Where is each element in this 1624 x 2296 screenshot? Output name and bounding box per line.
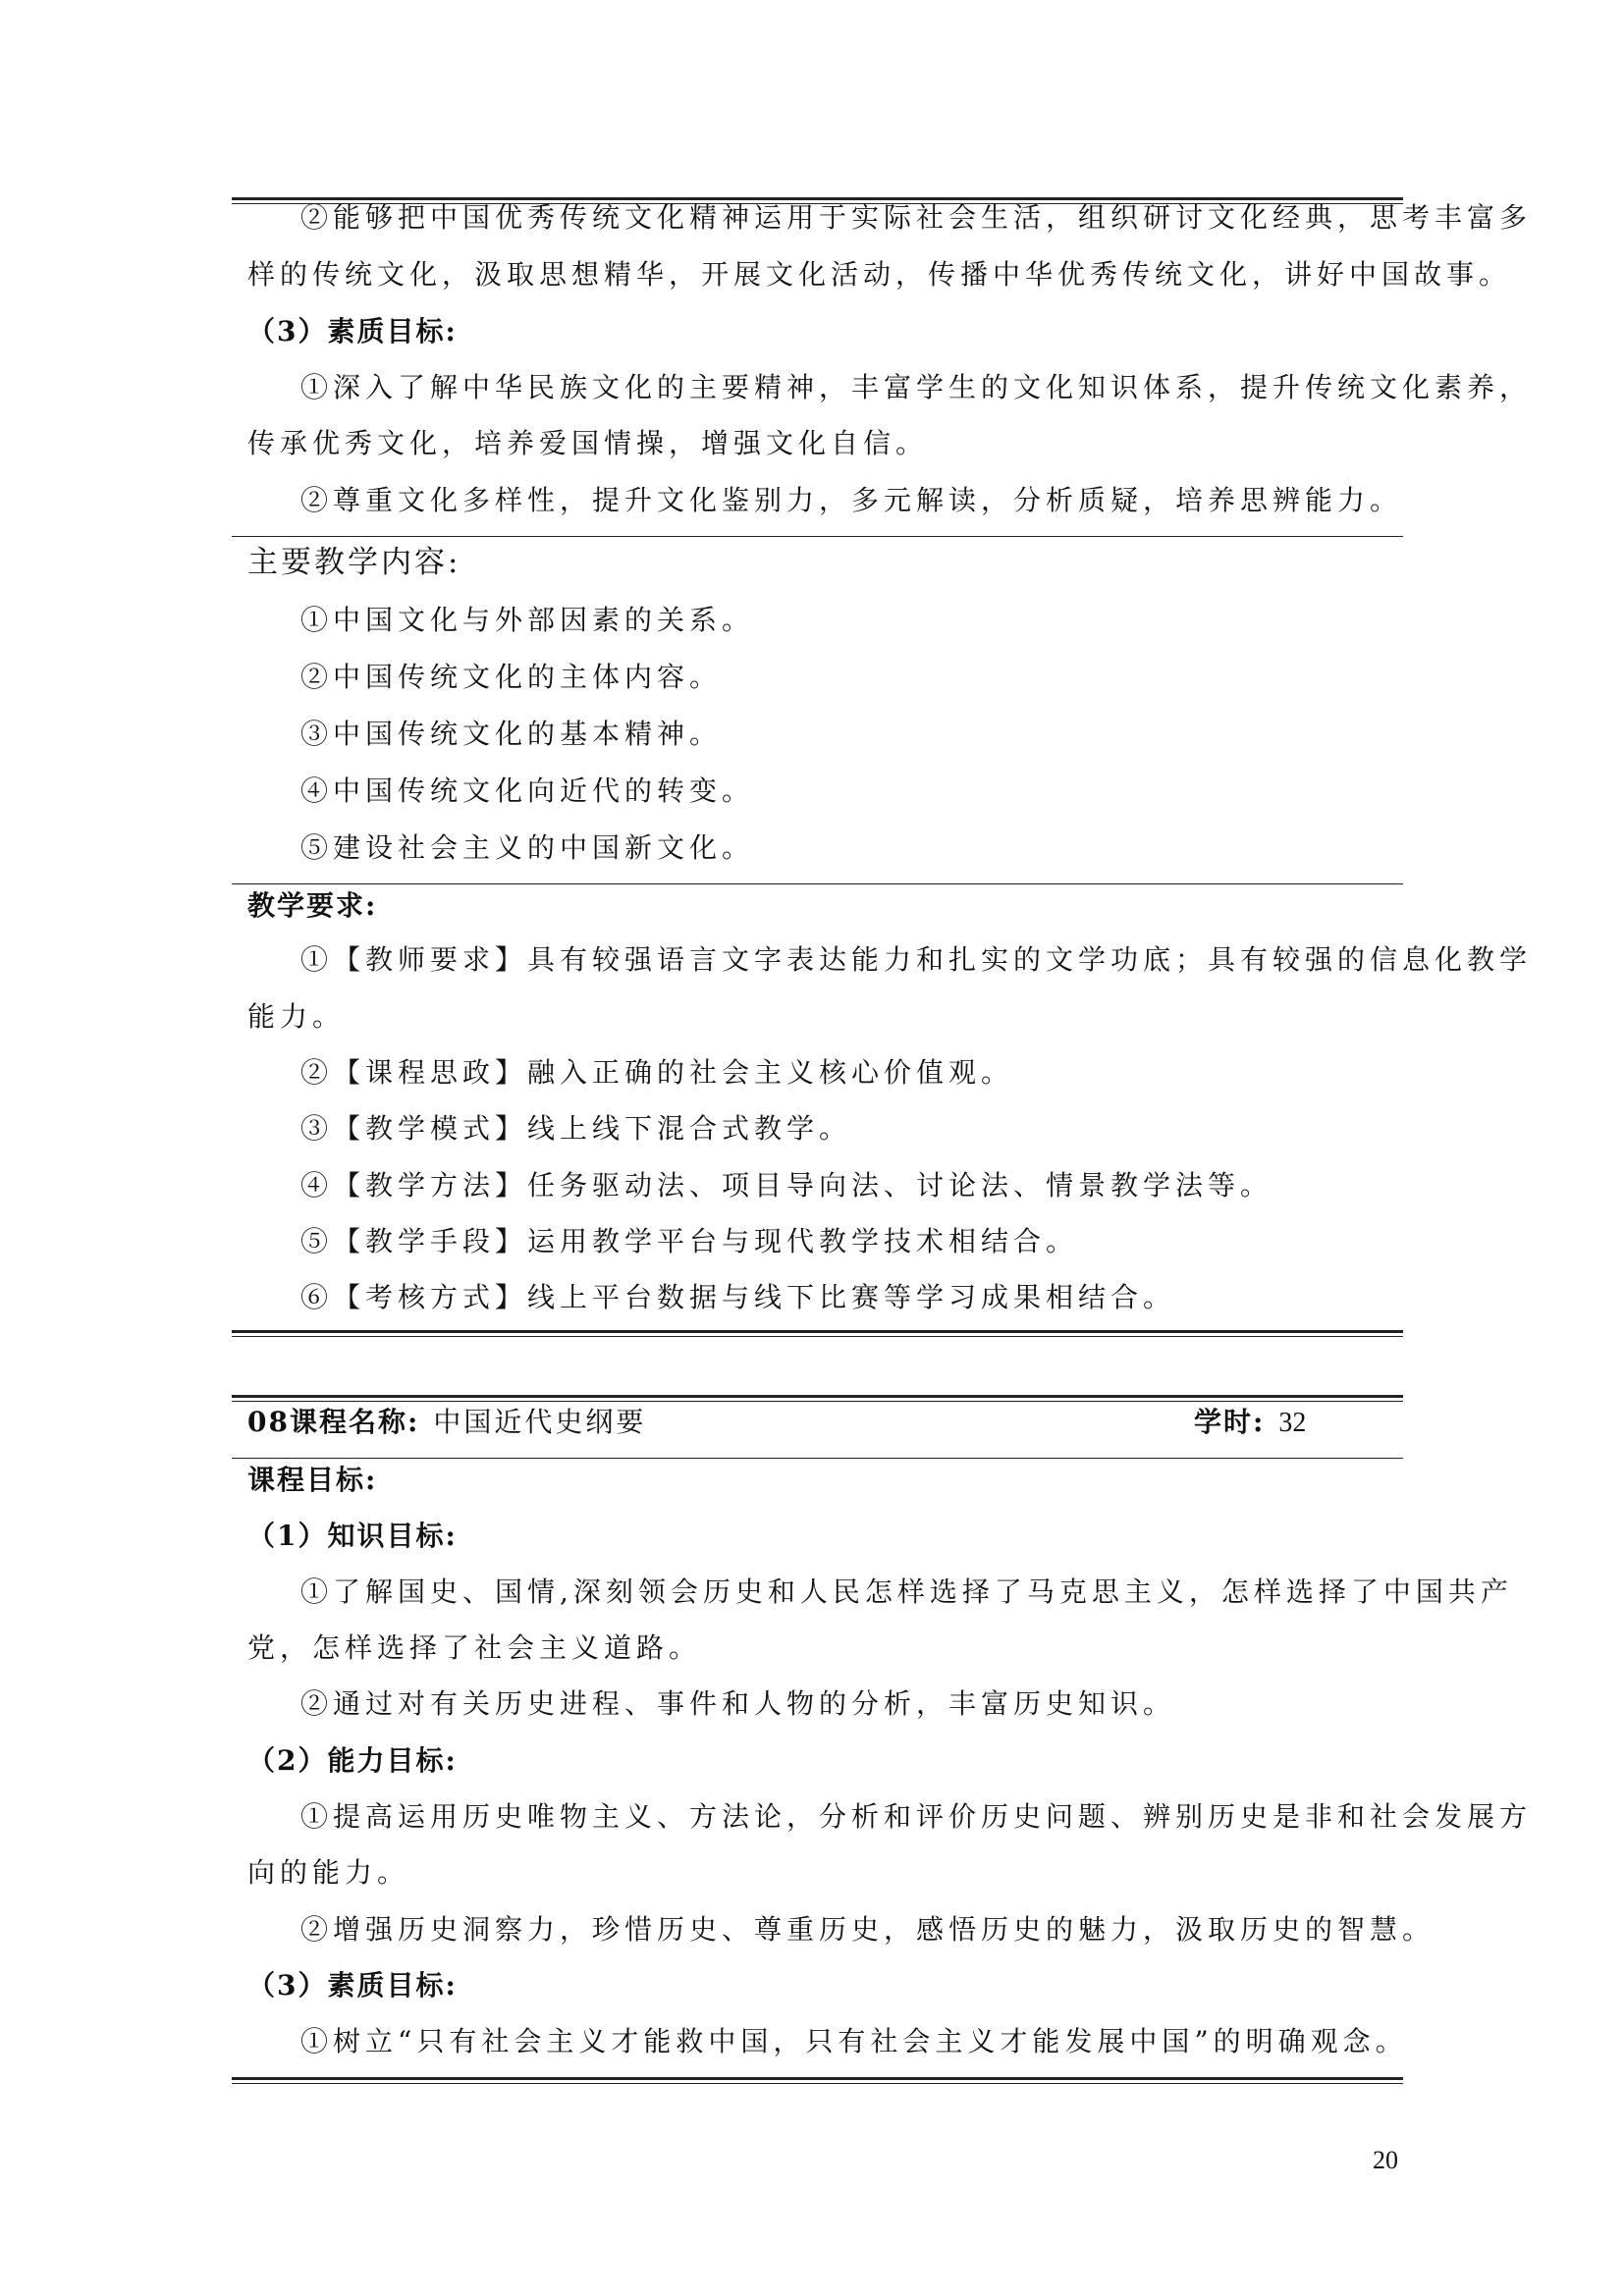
course-name-value: 中国近代史纲要 bbox=[433, 1406, 647, 1438]
requirements-heading: 教学要求: bbox=[247, 889, 378, 922]
ability-item-1-line1: ①提高运用历史唯物主义、方法论，分析和评价历史问题、辨别历史是非和社会发展方 bbox=[300, 1800, 1533, 1833]
requirements-item: ③【教学模式】线上线下混合式教学。 bbox=[300, 1112, 852, 1145]
objectives-heading: 课程目标: bbox=[247, 1464, 378, 1496]
knowledge-item-2: ②通过对有关历史进程、事件和人物的分析，丰富历史知识。 bbox=[300, 1687, 1176, 1720]
course-name-label: 08课程名称: bbox=[247, 1406, 420, 1438]
ability-item-2-line2: 样的传统文化，汲取思想精华，开展文化活动，传播中华优秀传统文化，讲好中国故事。 bbox=[247, 258, 1512, 291]
hours-label: 学时: bbox=[1194, 1406, 1266, 1438]
knowledge-item-1-line1: ①了解国史、国情,深刻领会历史和人民怎样选择了马克思主义，怎样选择了中国共产 bbox=[300, 1575, 1513, 1608]
course-hours bbox=[1194, 1403, 1306, 1443]
course-08-top-double-rule bbox=[232, 1395, 1403, 1402]
knowledge-heading: （1）知识目标: bbox=[247, 1520, 458, 1552]
requirements-item: ②【课程思政】融入正确的社会主义核心价值观。 bbox=[300, 1056, 1014, 1089]
ability-item-2: ②增强历史洞察力，珍惜历史、尊重历史，感悟历史的魅力，汲取历史的智慧。 bbox=[300, 1913, 1435, 1946]
quality-heading: （3）素质目标: bbox=[247, 315, 458, 347]
ability-item-2-line1: ②能够把中国优秀传统文化精神运用于实际社会生活，组织研讨文化经典，思考丰富多 bbox=[300, 201, 1533, 234]
content-item: ⑤建设社会主义的中国新文化。 bbox=[300, 831, 755, 864]
bottom-double-rule bbox=[232, 2077, 1403, 2084]
table-bottom-double-rule bbox=[232, 1330, 1403, 1337]
quality-item-2: ②尊重文化多样性，提升文化鉴别力，多元解读，分析质疑，培养思辨能力。 bbox=[300, 484, 1403, 516]
ability-item-1-line2: 向的能力。 bbox=[247, 1856, 410, 1889]
content-item: ②中国传统文化的主体内容。 bbox=[300, 661, 723, 693]
quality-item-1-08: ①树立“只有社会主义才能救中国，只有社会主义才能发展中国”的明确观念。 bbox=[300, 2025, 1408, 2057]
ability-heading: （2）能力目标: bbox=[247, 1744, 458, 1777]
content-item: ③中国传统文化的基本精神。 bbox=[300, 718, 723, 750]
page-number: 20 bbox=[1373, 2146, 1398, 2174]
section-divider bbox=[232, 883, 1403, 884]
section-divider bbox=[232, 1458, 1403, 1459]
requirements-item: ⑥【考核方式】线上平台数据与线下比赛等学习成果相结合。 bbox=[300, 1281, 1176, 1313]
knowledge-item-1-line2: 党，怎样选择了社会主义道路。 bbox=[247, 1631, 702, 1664]
quality-heading-08: （3）素质目标: bbox=[247, 1969, 458, 2002]
requirements-item-1-line2: 能力。 bbox=[247, 1000, 346, 1033]
section-divider bbox=[232, 536, 1403, 537]
requirements-item-1-line1: ①【教师要求】具有较强语言文字表达能力和扎实的文学功底；具有较强的信息化教学 bbox=[300, 943, 1533, 976]
quality-item-1-line1: ①深入了解中华民族文化的主要精神，丰富学生的文化知识体系，提升传统文化素养， bbox=[300, 371, 1533, 403]
content-item: ④中国传统文化向近代的转变。 bbox=[300, 774, 755, 807]
hours-value: 32 bbox=[1278, 1408, 1307, 1438]
content-item: ①中国文化与外部因素的关系。 bbox=[300, 604, 755, 636]
content-heading: 主要教学内容: bbox=[247, 545, 461, 580]
requirements-item: ⑤【教学手段】运用教学平台与现代教学技术相结合。 bbox=[300, 1225, 1079, 1257]
course-name-row bbox=[247, 1403, 646, 1442]
requirements-item: ④【教学方法】任务驱动法、项目导向法、讨论法、情景教学法等。 bbox=[300, 1169, 1273, 1201]
quality-item-1-line2: 传承优秀文化，培养爱国情操，增强文化自信。 bbox=[247, 427, 929, 459]
